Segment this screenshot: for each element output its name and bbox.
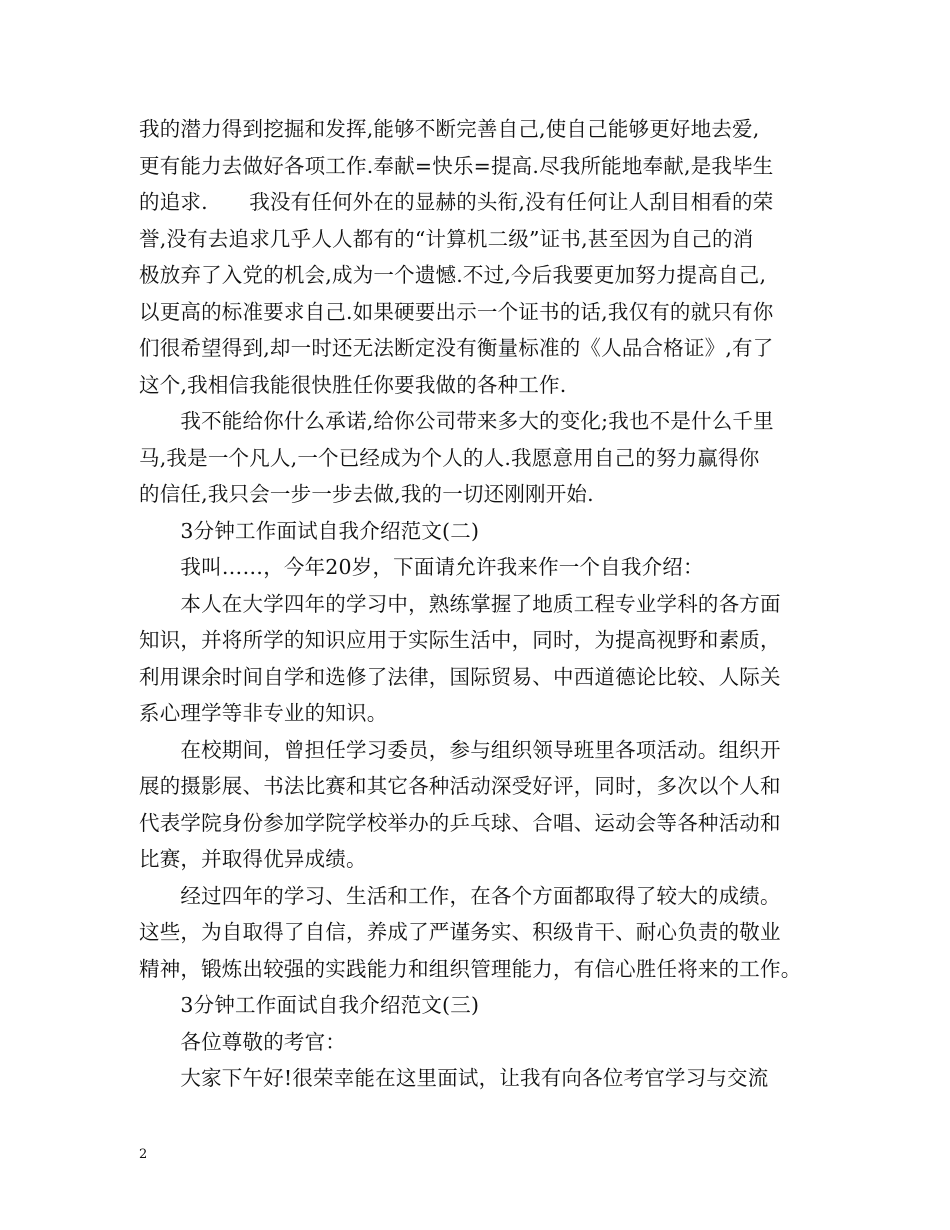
text-line: 精神，锻炼出较强的实践能力和组织管理能力，有信心胜任将来的工作。	[139, 956, 802, 981]
page-number: 2	[139, 1147, 148, 1162]
text-line: 这个,我相信我能很快胜任你要我做的各种工作.	[139, 372, 567, 397]
text-line: 比赛，并取得优异成绩。	[139, 847, 367, 871]
text-line: 我的潜力得到挖掘和发挥,能够不断完善自己,使自己能够更好地去爱,	[139, 117, 760, 141]
text-line: 3分钟工作面试自我介绍范文(三)	[139, 993, 480, 1017]
text-line: 誉,没有去追求几乎人人都有的“计算机二级”证书,甚至因为自己的消	[139, 226, 754, 251]
text-line: 马,我是一个凡人,一个已经成为个人的人.我愿意用自己的努力赢得你	[139, 445, 760, 470]
text-line: 们很希望得到,却一时还无法断定没有衡量标准的《人品合格证》,有了	[139, 336, 774, 360]
text-line: 在校期间，曾担任学习委员，参与组织领导班里各项活动。组织开	[139, 737, 781, 762]
text-line: 本人在大学四年的学习中，熟练掌握了地质工程专业学科的各方面	[139, 591, 781, 616]
text-line: 各位尊敬的考官：	[139, 1029, 346, 1054]
text-line: 展的摄影展、书法比赛和其它各种活动深受好评，同时，多次以个人和	[139, 774, 781, 798]
text-line: 的信任,我只会一步一步去做,我的一切还刚刚开始.	[139, 482, 594, 506]
text-line: 我叫……，今年20岁，下面请允许我来作一个自我介绍：	[139, 555, 704, 579]
text-line: 以更高的标准要求自己.如果硬要出示一个证书的话,我仅有的就只有你	[139, 299, 774, 324]
body-text	[139, 111, 829, 1097]
text-line: 利用课余时间自学和选修了法律，国际贸易、中西道德论比较、人际关	[139, 664, 781, 689]
text-line: 3分钟工作面试自我介绍范文(二)	[139, 518, 480, 543]
text-line: 我不能给你什么承诺,给你公司带来多大的变化;我也不是什么千里	[139, 409, 774, 433]
text-line: 大家下午好!很荣幸能在这里面试，让我有向各位考官学习与交流	[139, 1066, 769, 1090]
text-line: 的追求. 我没有任何外在的显赫的头衔,没有任何让人刮目相看的荣	[139, 190, 774, 214]
text-line: 这些，为自取得了自信，养成了严谨务实、积级肯干、耐心负责的敬业	[139, 920, 781, 944]
text-line: 经过四年的学习、生活和工作，在各个方面都取得了较大的成绩。	[139, 883, 781, 908]
text-line: 知识，并将所学的知识应用于实际生活中，同时，为提高视野和素质，	[139, 628, 781, 652]
text-line: 系心理学等非专业的知识。	[139, 701, 388, 725]
text-line: 代表学院身份参加学院学校举办的乒乓球、合唱、运动会等各种活动和	[139, 810, 781, 835]
text-line: 极放弃了入党的机会,成为一个遗憾.不过,今后我要更加努力提高自己,	[139, 263, 767, 287]
text-line: 更有能力去做好各项工作.奉献=快乐=提高.尽我所能地奉献,是我毕生	[139, 153, 774, 178]
